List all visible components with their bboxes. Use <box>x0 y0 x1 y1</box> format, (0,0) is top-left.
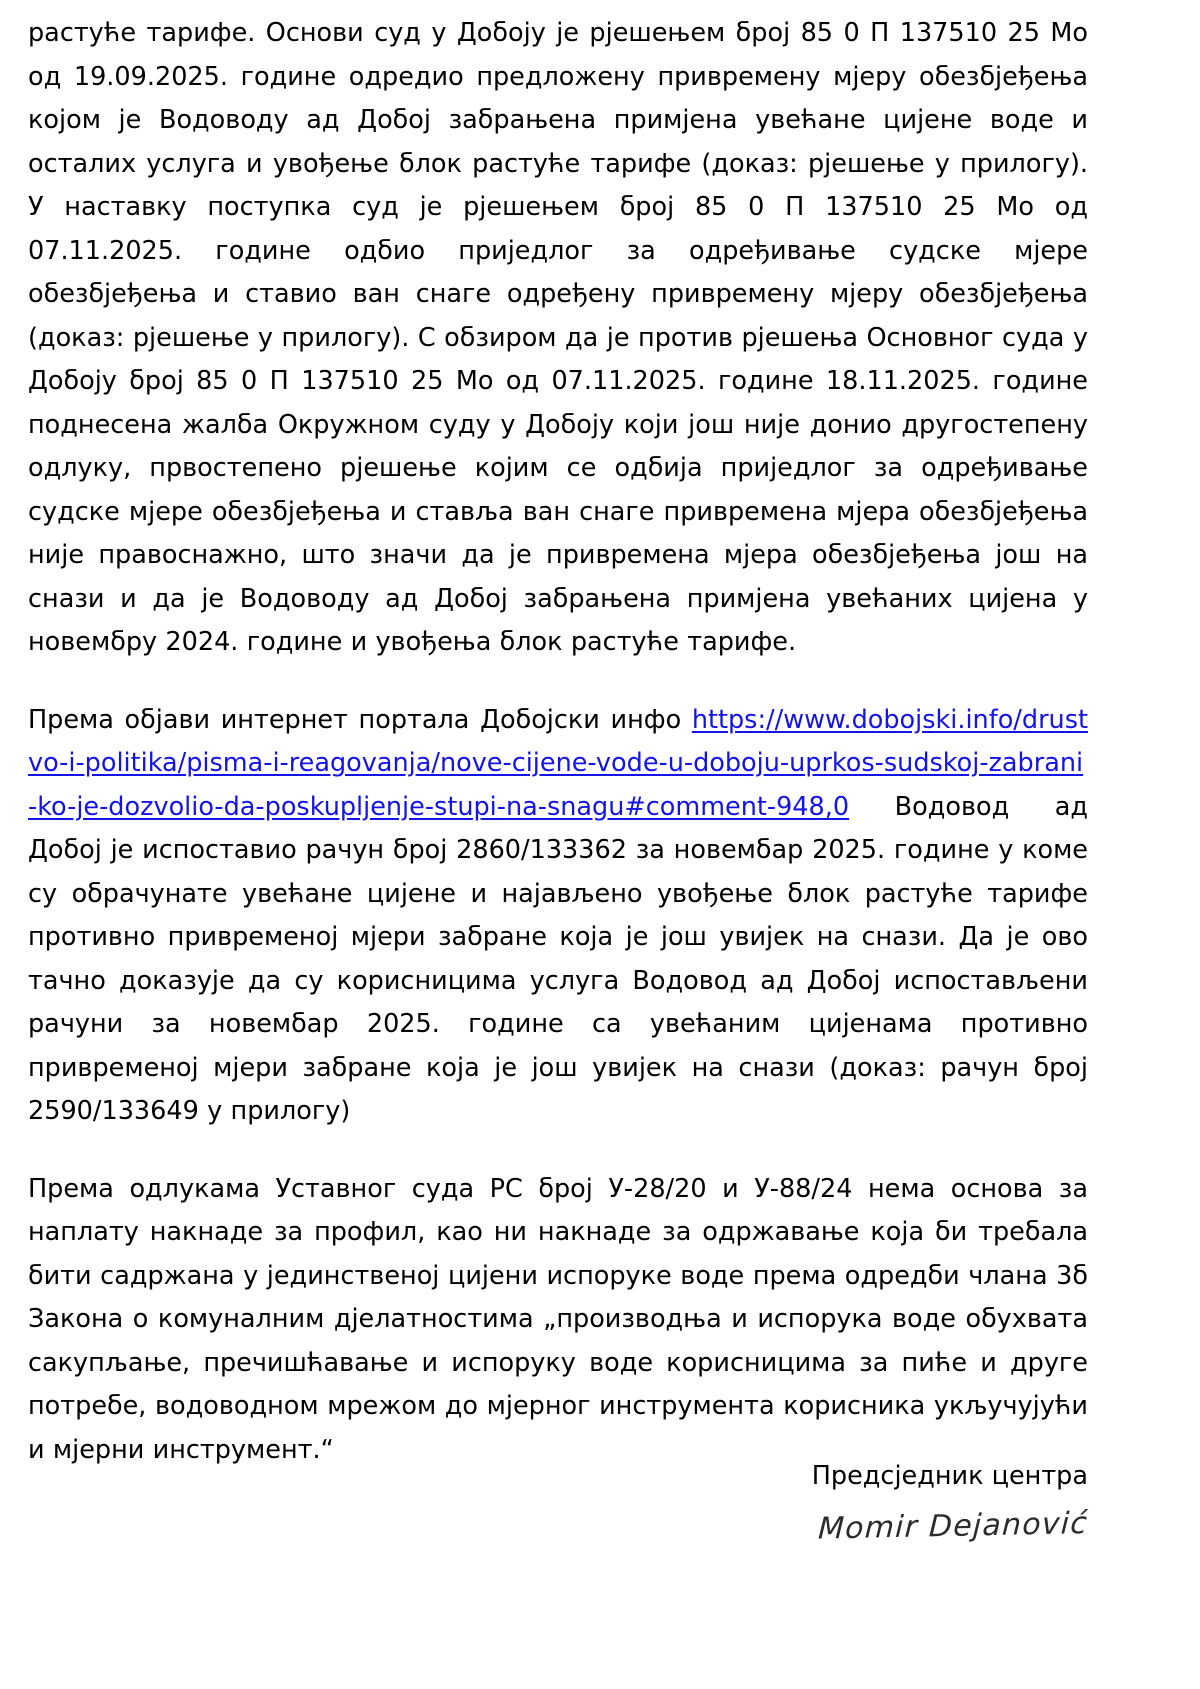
paragraph-portal-intro-text: Према објави интернет портала Добојски инфо <box>28 704 692 735</box>
document-body <box>28 12 1088 1472</box>
paragraph-portal-report <box>28 699 1088 1134</box>
paragraph-constitutional-court: Према одлукама Уставног суда РС број У-28/20 и У-88/24 нема основа за наплату накнаде за профил, као ни накнаде за одржавање која би требала бити садржана у јединственој цијени испоруке воде према одредби члана 3б Закона о комуналним дјелатностима „производња и испорука воде обухвата сакупљање, пречишћавање и испоруку воде корисницима за пиће и друге потребе, водоводном мрежом до мјерног инструмента корисника укључујући и мјерни инструмент.“ <box>28 1173 1088 1465</box>
handwritten-signature: Momir Dejanović <box>817 1505 1089 1547</box>
paragraph-court-ruling: растуће тарифе. Основи суд у Добоју је рјешењем број 85 0 П 137510 25 Мо од 19.09.2025. године одредио предложену привремену мјеру обезбјеђења којом је Водоводу ад Добој забрањена примјена увећане цијене воде и осталих услуга и увођење блок растуће тарифе (доказ: рјешење у прилогу). У наставку поступка суд је рјешењем број 85 0 П 137510 25 Мо од 07.11.2025. године одбио приједлог за одређивање судске мјере обезбјеђења и ставио ван снаге одређену привремену мјеру обезбјеђења (доказ: рјешење у прилогу). С обзиром да је против рјешења Основног суда у Добоју број 85 0 П 137510 25 Мо од 07.11.2025. године 18.11.2025. године поднесена жалба Окружном суду у Добоју који још није донио другостепену одлуку, првостепено рјешење којим се одбија приједлог за одређивање судске мјере обезбјеђења и ставља ван снаге привремена мјера обезбјеђења није правоснажно, што значи да је привремена мјера обезбјеђења још на снази и да је Водоводу ад Добој забрањена примјена увећаних цијена у новембру 2024. године и увођења блок растуће тарифе. <box>28 18 1088 657</box>
paragraph-portal-rest-text: Водовод ад Добој је испоставио рачун број 2860/133362 за новембар 2025. године у коме су обрачунате увећане цијене и најављено увођење блок растуће тарифе противно привременој мјери забране која је још увијек на снази. Да је ово тачно доказује да су корисницима услуга Водовод ад Добој испостављени рачуни за новембар 2025. године са увећаним цијенама противно привременој мјери забране која је још увијек на снази (доказ: рачун број 2590/133649 у прилогу) <box>28 791 1088 1126</box>
signature-block <box>608 1455 1088 1547</box>
signatory-role: Предсједник центра <box>811 1461 1088 1491</box>
dobojski-info-article-link[interactable]: https://www.dobojski.info/drustvo-i-politika/pisma-i-reagovanja/nove-cijene-vode-u-doboju-uprkos-sudskoj-zabrani-ko-je-dozvolio-da-poskupljenje-stupi-na-snagu#comment-948,0 <box>28 704 1088 822</box>
